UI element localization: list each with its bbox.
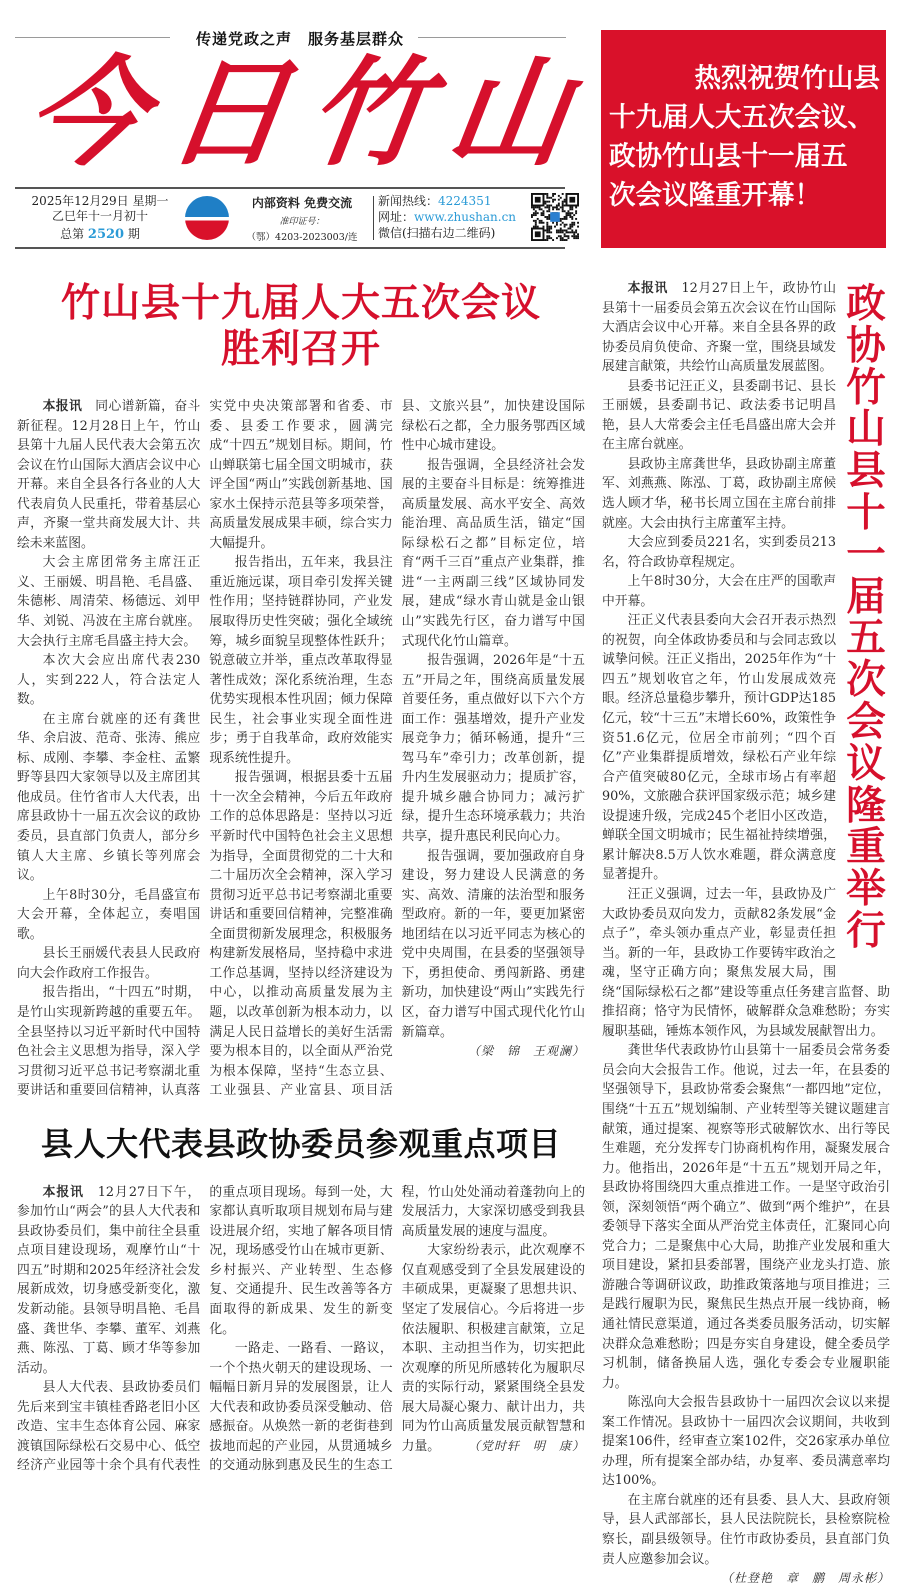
byline: （梁 锦 王观澜） xyxy=(467,1044,585,1059)
paragraph-text: 汪正义强调，过去一年，县政协及广大政协委员双向发力，贡献82条发展“金点子”，牵头领办重点产业，彰显责任担当。新的一年，县政协工作要铸牢政治之魂，坚守正确方向；聚焦发展大局，围绕“国际绿松石之都”建设等重点任务建言监督、助推招商；恪守为民情怀，破解群众急难愁盼；夯实履职基础，锤炼本领作风，为县域发展献智出力。 xyxy=(602,886,890,1039)
article1-body xyxy=(17,397,585,1101)
paragraph-text: 报告强调，根据县委十五届十一次全会精神，今后五年政府工作的总体思路是：坚持以习近平新时代中国特色社会主义思想为指导，全面贯彻党的二十大和二十届历次全会精神，深入学习贯彻习近平总书记考察湖北重要讲话和重要回信精神，完整准确全面贯彻新发展理念，积极服务构建新发展格局，坚持稳中求进工作总基调，坚持以经济建设为中心，以推动高质量发展为主题，以改革创新为根本动力，以满足人民日益增长的美好生活需要为根本目的，以全面从严治党为根本保障，坚持“生态立县、工业强县、产业富县、项目活县、文旅兴县”，加快建设国际绿松石之都，全力服务鄂西区域性中心城市建设。 xyxy=(209,399,585,1099)
paragraph xyxy=(17,886,200,945)
article2-headline: 县人大代表县政协委员参观重点项目 xyxy=(40,1124,561,1163)
paragraph-text: 报告强调，要加强政府自身建设，努力建设人民满意的务实、高效、清廉的法治型和服务型政府。新的一年，要更加紧密地团结在以习近平同志为核心的党中央周围，在县委的坚强领导下，勇担使命、勇闯新路、勇建新功，加快建设“两山”实践先行区，奋力谱写中国式现代化竹山新篇章。 xyxy=(401,848,585,1040)
masthead-char: 日 xyxy=(158,42,297,182)
lunar-date: 乙巳年十一月初十 xyxy=(51,209,148,223)
internal-note: 内部资料 免费交流 xyxy=(251,196,353,210)
contact-block xyxy=(378,193,516,241)
paragraph-text: 县长王丽媛代表县人民政府向大会作政府工作报告。 xyxy=(17,946,201,981)
date: 2025年12月29日 星期一 xyxy=(31,194,169,208)
paragraph xyxy=(401,847,585,1059)
hotline-label: 新闻热线： xyxy=(378,194,439,208)
dateline: 本报讯 xyxy=(627,281,669,296)
celebration-banner xyxy=(601,30,886,248)
paragraph-text: 报告强调，全县经济社会发展的主要奋斗目标是：统筹推进高质量发展、高水平安全、高效能治理、高品质生活，锚定“国际绿松石之都”目标定位，培育“两千三百”重点产业集群，推进“一主两副三线”区域协同发展，建成“绿水青山就是金山银山”实践先行区，奋力谱写中国式现代化竹山篇章。 xyxy=(401,457,585,649)
permit-label: 准印证号： xyxy=(279,217,325,227)
paragraph-text: 上午8时30分，毛昌盛宣布大会开幕，全体起立，奏唱国歌。 xyxy=(17,887,201,942)
paragraph xyxy=(17,553,200,651)
paragraph xyxy=(602,1041,890,1393)
article2-body xyxy=(17,1183,585,1476)
issue xyxy=(25,227,175,242)
paragraph-text: 在主席台就座的还有县委、县人大、县政府领导，县人武部部长，县人民法院院长，县检察院检察长，副县级领导。住竹市政协委员，县直部门负责人应邀参加会议。 xyxy=(602,1492,890,1567)
masthead-char: 竹 xyxy=(299,42,438,182)
paragraph-text: 大会主席团常务主席汪正义、王丽媛、明昌艳、毛昌盛、朱德彬、周清荣、杨德远、刘甲华、刘锐、冯波在主席台就座。大会执行主席毛昌盛主持大会。 xyxy=(17,555,201,649)
zhushan-emblem-icon xyxy=(185,196,229,240)
byline: （杜登艳 章 鹏 周永彬） xyxy=(720,1571,890,1586)
byline: （党时轩 明 康） xyxy=(467,1438,585,1453)
header-rule-bottom xyxy=(15,247,565,249)
dateline: 本报讯 xyxy=(42,399,83,414)
paragraph-text: 在主席台就座的还有龚世华、余启波、范奇、张涛、熊应标、成刚、李攀、李金柱、孟繁野等县四大家领导以及主席团其他成员。住竹省市人大代表，出席县政协十一届五次会议的政协委员，县直部门负责人，部分乡镇人大主席、乡镇长等列席会议。 xyxy=(17,711,201,884)
masthead-char: 山 xyxy=(440,42,578,182)
banner-line: 十九届人大五次会议、 xyxy=(609,102,874,133)
paragraph xyxy=(17,397,200,553)
headline-line: 竹山县十九届人大五次会议 xyxy=(60,280,541,326)
paragraph-text: 报告指出，“十四五”时期，是竹山实现新跨越的重要五年。全县坚持以习近平新时代中国特色社会主义思想为指导，深入学习贯彻习近平总书记考察湖北重要讲话和重要回信精神，认真落实党中央决策部署和省委、市委、县委工作要求，圆满完成“十四五”规划目标。期间，竹山蝉联第七届全国文明城市，获评全国“两山”实践创新基地、国家水土保持示范县等多项荣誉，高质量发展成果丰硕，综合实力大幅提升。 xyxy=(17,399,393,1099)
paragraph xyxy=(17,944,200,983)
paragraph xyxy=(17,651,200,710)
article1-headline xyxy=(17,280,585,372)
paragraph-text: 同心谱新篇，奋斗新征程。12月28日上午，竹山县第十九届人民代表大会第五次会议在竹山国际大酒店会议中心开幕。来自全县各行各业的人大代表肩负人民重托，带着基层心声，齐聚一堂共商发展大计、共绘未来蓝图。 xyxy=(17,399,201,551)
masthead-logo xyxy=(18,40,578,185)
paragraph-text: 报告指出，五年来，我县注重近施远谋，项目牵引发挥关键性作用；坚持链群协同，产业发展取得历史性突破；强化全域统筹，城乡面貌呈现整体性跃升；锐意破立并举，重点改革取得显著性成效；深化系统治理，生态优势实现根本性巩固；倾力保障民生，社会事业实现全面性进步；勇于自我革命，政府效能实现系统性提升。 xyxy=(209,555,393,766)
paragraph-text: 一路走、一路看、一路议，一个个热火朝天的建设现场、一幅幅日新月异的发展图景，让人大代表和政协委员深受触动、倍感振奋。从焕然一新的老街巷到拔地而起的产业园，从贯通城乡的交通动脉到惠及民生的生态工程，竹山处处涌动着蓬勃向上的发展活力，大家深切感受到我县高质量发展的速度与温度。 xyxy=(209,1184,585,1474)
paragraph xyxy=(17,1183,200,1378)
paragraph xyxy=(602,1393,890,1491)
paragraph-text: 12月27日上午，政协竹山县第十一届委员会第五次会议在竹山国际大酒店会议中心开幕。来自全县各界的政协委员肩负使命、齐聚一堂，围绕县域发展建言献策，共绘竹山高质量发展蓝图。 xyxy=(602,281,836,375)
paragraph-text: 报告强调，2026年是“十五五”开局之年，围绕高质量发展首要任务，重点做好以下六个方面工作：强基增效，提升产业发展竞争力；循环畅通，提升“三驾马车”牵引力；改革创新，提升内生发展驱动力；提质扩容，提升城乡融合协同力；减污扩绿，提升生态环境承载力；共治共享，提升惠民利民向心力。 xyxy=(401,653,585,845)
slogan-rule-left xyxy=(15,37,170,38)
paragraph xyxy=(402,651,585,846)
banner-line: 次会议隆重开幕！ xyxy=(609,180,821,211)
hotline-number: 4224351 xyxy=(438,194,492,208)
headline-line: 胜利召开 xyxy=(220,326,381,372)
paragraph xyxy=(17,710,200,886)
paragraph xyxy=(602,1491,890,1586)
paragraph xyxy=(402,456,585,651)
permit-number: （鄂）4203-2023003/连 xyxy=(246,232,358,243)
divider xyxy=(373,196,374,240)
paragraph-text: 县人大代表、县政协委员们先后来到宝丰镇桂香路老旧小区改造、宝丰生态体育公园、麻家渡镇国际绿松石交易中心、低空经济产业园等十余个具有代表性的重点项目现场。每到一处，大家都认真听取项目规划布局与建设进展介绍，实地了解各项目情况，现场感受竹山在城市更新、乡村振兴、产业转型、生态修复、交通提升、民生改善等各方面取得的新成果、发生的新变化。 xyxy=(17,1184,393,1474)
article3-body xyxy=(602,279,890,1589)
info-bar xyxy=(15,190,570,246)
paragraph-text: 上午8时30分，大会在庄严的国歌声中开幕。 xyxy=(602,574,836,609)
hotline xyxy=(378,193,516,209)
paragraph-text: 大家纷纷表示，此次观摩不仅直观感受到了全县发展建设的丰硕成果，更凝聚了思想共识、坚定了发展信心。今后将进一步依法履职、积极建言献策，立足本职、主动担当作为，切实把此次观摩的所见所感转化为履职尽责的实际行动，紧紧围绕全县发展大局凝心聚力、献计出力，共同为竹山高质量发展贡献智慧和力量。 xyxy=(401,1243,585,1454)
paragraph-text: 龚世华代表政协竹山县第十一届委员会常务委员会向大会报告工作。他说，过去一年，在县委的坚强领导下，县政协常委会聚焦“一都四地”定位，围绕“十五五”规划编制、产业转型等关键议题建言献策，通过提案、视察等形式破解饮水、出行等民生难题，充分发挥专门协商机构作用，凝聚发展合力。他指出，2026年是“十五五”规划开局之年，县政协将围绕四大重点推进工作。一是坚守政治引领，深刻领悟“两个确立”、做到“两个维护”，在县委领导下落实全面从严治党主体责任，汇聚同心向党合力；二是聚焦中心大局，助推产业发展和重大项目建设，紧扣县委部署，围绕产业龙头打造、旅游融合等调研议政，助推政策落地与项目推进；三是践行履职为民，聚焦民生热点开展一线协商，畅通社情民意渠道，通过各类委员服务活动，切实解决群众急难愁盼；四是夯实自身建设，健全委员学习机制，储备换届人选，强化专委会专业履职能力。 xyxy=(602,1043,890,1391)
issue-prefix: 总第 xyxy=(60,227,85,241)
issue-number: 2520 xyxy=(87,227,125,242)
banner-line: 热烈祝贺竹山县 xyxy=(694,63,880,94)
paragraph-text: 汪正义代表县委向大会召开表示热烈的祝贺，向全体政协委员和与会同志致以诚挚问候。汪正义指出，2025年作为“十四五”规划收官之年，竹山发展成效亮眼。经济总量稳步攀升，预计GDP达185亿元，较“十三五”末增长60%，政策性争资51.6亿元，位居全市前列；“四个百亿”产业集群提质增效，绿松石产业年综合产值突破80亿元，全球市场占有率超90%，文旅融合获评国家级示范；城乡建设提速升级，完成245个老旧小区改造，蝉联全国文明城市；民生福祉持续增强，累计解决8.5万人饮水难题，群众满意度显著提升。 xyxy=(602,613,836,883)
paragraph-text: 陈泓向大会报告县政协十一届四次会议以来提案工作情况。县政协十一届四次会议期间，共收到提案106件，经审查立案102件，交26家承办单位办理，所有提案全部办结，办复率、委员满意率均达100%。 xyxy=(602,1395,890,1489)
left-section xyxy=(17,280,585,1476)
banner-line: 政协竹山县十一届五 xyxy=(609,141,848,172)
paragraph-text: 县委书记汪正义，县委副书记、县长王丽媛，县委副书记、政法委书记明昌艳，县人大常委会主任毛昌盛出席大会并在主席台就座。 xyxy=(602,378,836,453)
permit-block xyxy=(237,194,367,243)
article3-headline: 政协竹山县十一届五次会议隆重举行 xyxy=(846,281,886,954)
wechat: 微信(扫描右边二维码) xyxy=(378,226,496,240)
paragraph-text: 县政协主席龚世华，县政协副主席董军、刘燕燕、陈泓、丁葛，政协副主席候选人顾才华，秘书长周立国在主席台前排就座。大会由执行主席董军主持。 xyxy=(602,456,836,531)
website-label: 网址： xyxy=(378,210,415,224)
dateline: 本报讯 xyxy=(42,1184,84,1200)
paragraph-text: 本次大会应出席代表230人，实到222人，符合法定人数。 xyxy=(17,653,201,708)
qr-code-icon xyxy=(531,193,579,241)
masthead-char: 今 xyxy=(18,42,156,182)
date-block xyxy=(25,194,175,242)
paragraph-text: 12月27日下午，参加竹山“两会”的县人大代表和县政协委员们，集中前往全县重点项目建设现场，观摩竹山“十四五”时期和2025年经济社会发展新成效，切身感受新变化，激发新动能。县领导明昌艳、毛昌盛、龚世华、李攀、董军、刘燕燕、陈泓、丁葛、顾才华等参加活动。 xyxy=(17,1184,201,1376)
header-rule-top xyxy=(15,187,565,189)
issue-suffix: 期 xyxy=(127,227,140,241)
paragraph xyxy=(402,1241,585,1456)
paragraph-text: 大会应到委员221名，实到委员213名，符合政协章程规定。 xyxy=(602,535,836,570)
slogan: 传递党政之声 服务基层群众 xyxy=(195,30,404,48)
paragraph xyxy=(209,553,392,768)
website xyxy=(378,209,516,225)
website-link[interactable]: www.zhushan.cn xyxy=(414,210,517,224)
